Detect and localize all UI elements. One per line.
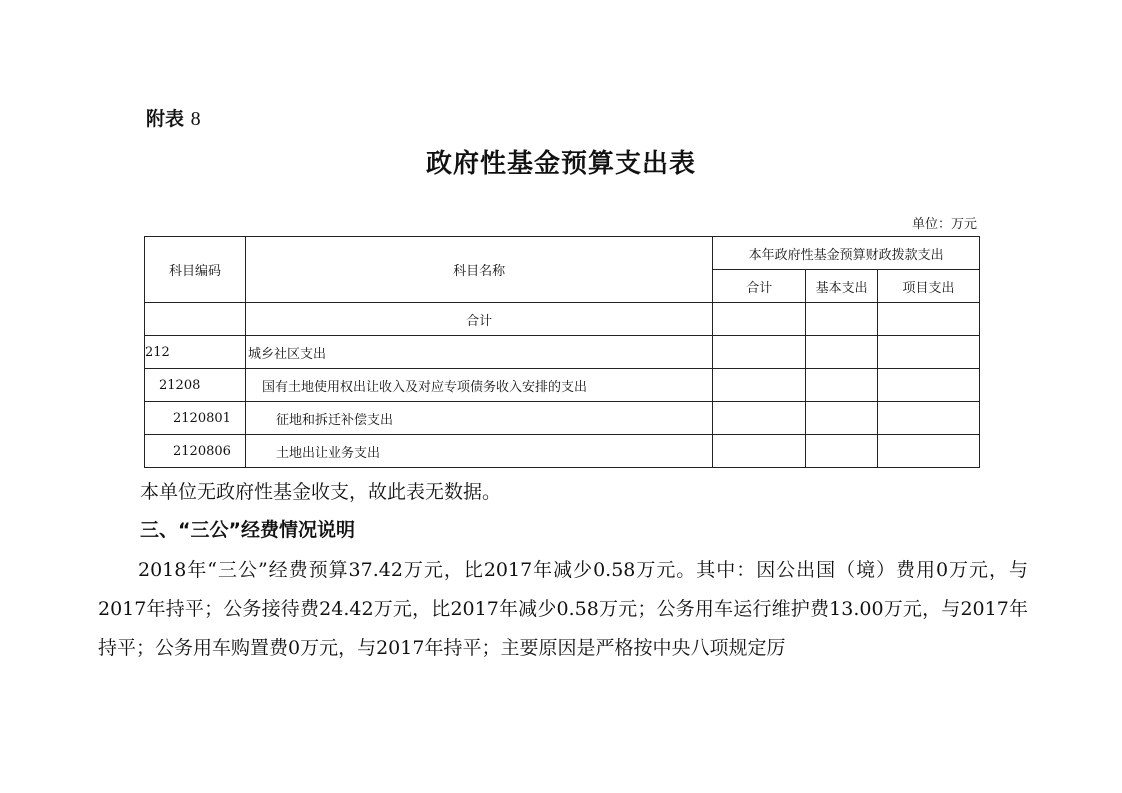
total-project-cell (878, 303, 980, 336)
budget-table (144, 236, 980, 468)
row-name: 城乡社区支出 (245, 336, 712, 369)
row-basic-cell (806, 336, 878, 369)
header-total: 合计 (713, 270, 806, 303)
attachment-label (146, 104, 201, 131)
header-project: 项目支出 (878, 270, 980, 303)
row-name: 征地和拆迁补偿支出 (245, 402, 712, 435)
table-total-row (145, 303, 980, 336)
total-code-cell (145, 303, 246, 336)
row-code: 2120801 (145, 402, 246, 435)
row-basic-cell (806, 369, 878, 402)
total-label: 合计 (245, 303, 712, 336)
attachment-prefix: 附表 (146, 108, 185, 130)
body-paragraph: 2018年“三公”经费预算37.42万元，比2017年减少0.58万元。其中：因公出国（境）费用0万元，与2017年持平；公务接待费24.42万元，比2017年减少0.58万元；公务用车运行维护费13.00万元，与2017年持平；公务用车购置费0万元，与2017年持平；主要原因是严格按中央八项规定厉 (98, 559, 1028, 659)
no-data-note: 本单位无政府性基金收支，故此表无数据。 (140, 481, 502, 503)
row-project-cell (878, 336, 980, 369)
row-total-cell (713, 336, 806, 369)
row-total-cell (713, 435, 806, 468)
row-total-cell (713, 369, 806, 402)
attachment-number: 8 (190, 108, 201, 130)
page-title: 政府性基金预算支出表 (425, 149, 696, 179)
total-basic-cell (806, 303, 878, 336)
row-code: 2120806 (145, 435, 246, 468)
unit-label: 单位：万元 (911, 217, 977, 232)
row-name: 土地出让业务支出 (245, 435, 712, 468)
row-basic-cell (806, 402, 878, 435)
table-row (145, 435, 980, 468)
row-project-cell (878, 402, 980, 435)
header-group: 本年政府性基金预算财政拨款支出 (713, 237, 980, 270)
table-row (145, 402, 980, 435)
row-code: 21208 (145, 369, 246, 402)
total-value-cell (713, 303, 806, 336)
table-header-row (145, 237, 980, 270)
table-row (145, 369, 980, 402)
row-project-cell (878, 435, 980, 468)
row-project-cell (878, 369, 980, 402)
table-row (145, 336, 980, 369)
row-basic-cell (806, 435, 878, 468)
row-name: 国有土地使用权出让收入及对应专项债务收入安排的支出 (245, 369, 712, 402)
row-total-cell (713, 402, 806, 435)
header-basic: 基本支出 (806, 270, 878, 303)
section-heading: 三、“三公”经费情况说明 (140, 519, 355, 541)
header-code: 科目编码 (145, 237, 246, 303)
header-name: 科目名称 (245, 237, 712, 303)
row-code: 212 (145, 336, 246, 369)
